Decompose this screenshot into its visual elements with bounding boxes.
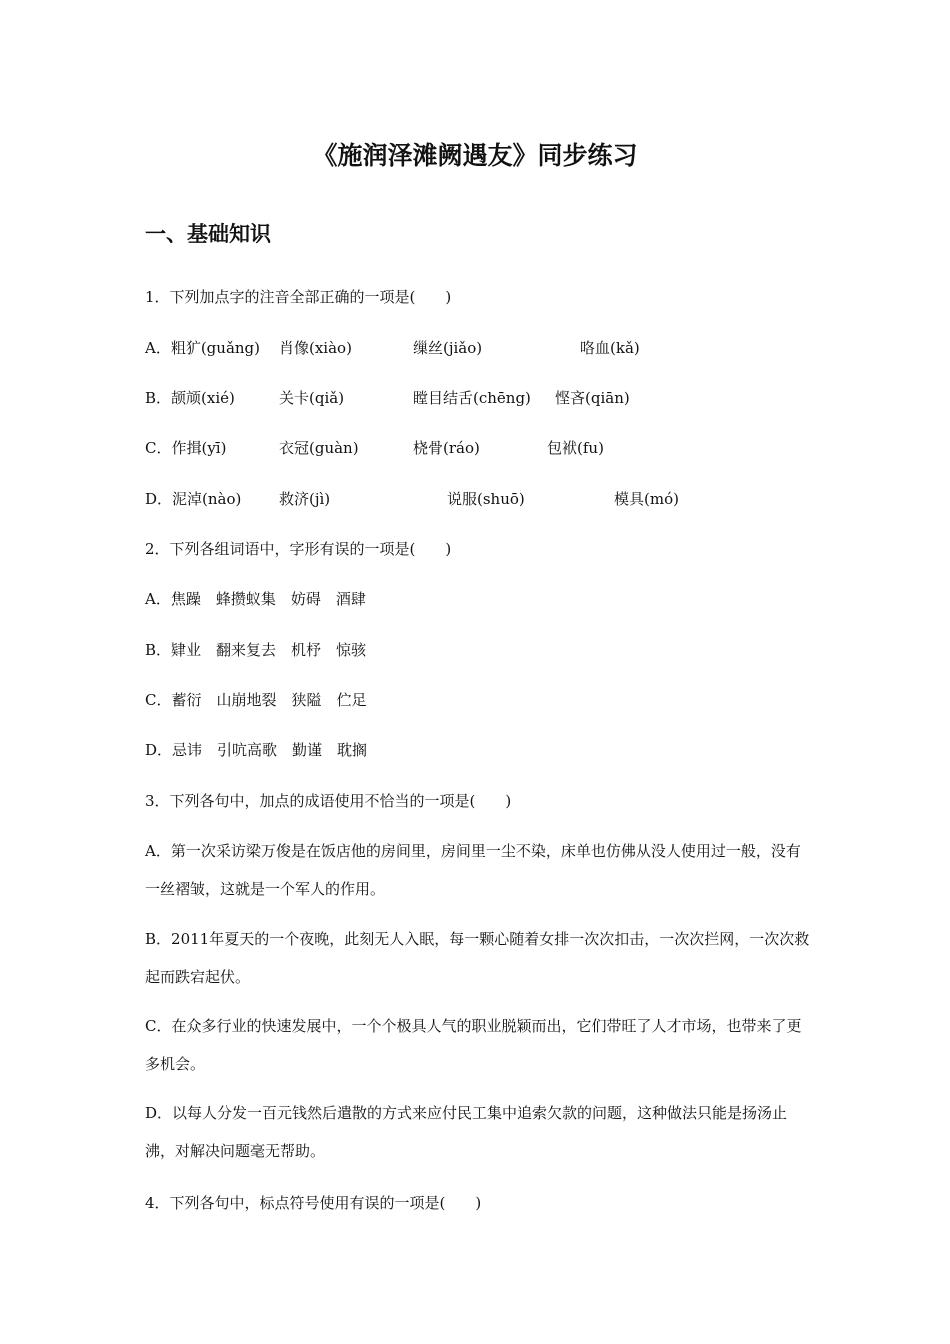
question-1-stem: 1．下列加点字的注音全部正确的一项是( ) — [145, 288, 452, 306]
question-3-stem: 3．下列各句中，加点的成语使用不恰当的一项是( ) — [145, 792, 512, 810]
question-3-option-d: D．以每人分发一百元钱然后遣散的方式来应付民工集中追索欠款的问题，这种做法只能是扬汤止沸，对解决问题毫无帮助。 — [145, 1104, 788, 1160]
q1-c-item-2: 衣冠(guàn) — [279, 439, 359, 457]
question-2-option-b: B．肄业 翻来复去 机杼 惊骇 — [145, 641, 367, 659]
question-2-option-d: D．忌讳 引吭高歌 勤谨 耽搁 — [145, 741, 368, 759]
q1-a-item-1: A．粗犷(guǎng) — [145, 339, 261, 357]
question-1-option-b — [145, 387, 813, 409]
q1-d-item-4: 模具(mó) — [614, 490, 679, 508]
q1-c-item-3: 桡骨(ráo) — [413, 439, 480, 457]
q1-a-item-2: 肖像(xiào) — [279, 339, 352, 357]
q1-d-item-1: D．泥淖(nào) — [145, 490, 242, 508]
q1-a-item-4: 咯血(kǎ) — [580, 339, 640, 357]
q1-b-item-3: 瞠目结舌(chēng) — [413, 389, 531, 407]
q1-b-item-4: 悭吝(qiān) — [555, 389, 630, 407]
section-heading: 一、基础知识 — [145, 222, 271, 246]
q1-c-item-1: C．作揖(yī) — [145, 439, 227, 457]
question-3-option-a: A．第一次采访梁万俊是在饭店他的房间里，房间里一尘不染，床单也仿佛从没人使用过一般，没有一丝褶皱，这就是一个军人的作用。 — [145, 842, 801, 898]
question-1-option-a — [145, 337, 813, 359]
question-1-option-d — [145, 488, 813, 510]
q1-b-item-2: 关卡(qiǎ) — [279, 389, 345, 407]
question-4-stem: 4．下列各句中，标点符号使用有误的一项是( ) — [145, 1194, 482, 1212]
question-3-option-c: C．在众多行业的快速发展中，一个个极具人气的职业脱颖而出，它们带旺了人才市场，也带来了更多机会。 — [145, 1017, 802, 1073]
question-2-option-c: C．蓄衍 山崩地裂 狭隘 伫足 — [145, 691, 367, 709]
page-title: 《施润泽滩阙遇友》同步练习 — [312, 141, 638, 170]
q1-d-item-2: 救济(jì) — [279, 490, 331, 508]
q1-b-item-1: B．颉颃(xié) — [145, 389, 235, 407]
q1-c-item-4: 包袱(fu) — [547, 439, 604, 457]
question-2-option-a: A．焦躁 蜂攒蚁集 妨碍 酒肆 — [145, 590, 366, 608]
question-2-stem: 2．下列各组词语中，字形有误的一项是( ) — [145, 540, 452, 558]
q1-d-item-3: 说服(shuō) — [447, 490, 525, 508]
question-3-option-b: B．2011年夏天的一个夜晚，此刻无人入眠，每一颗心随着女排一次次扣击，一次次拦网，一次次救起而跌宕起伏。 — [145, 930, 810, 986]
q1-a-item-3: 缫丝(jiǎo) — [413, 339, 483, 357]
question-1-option-c — [145, 437, 813, 459]
